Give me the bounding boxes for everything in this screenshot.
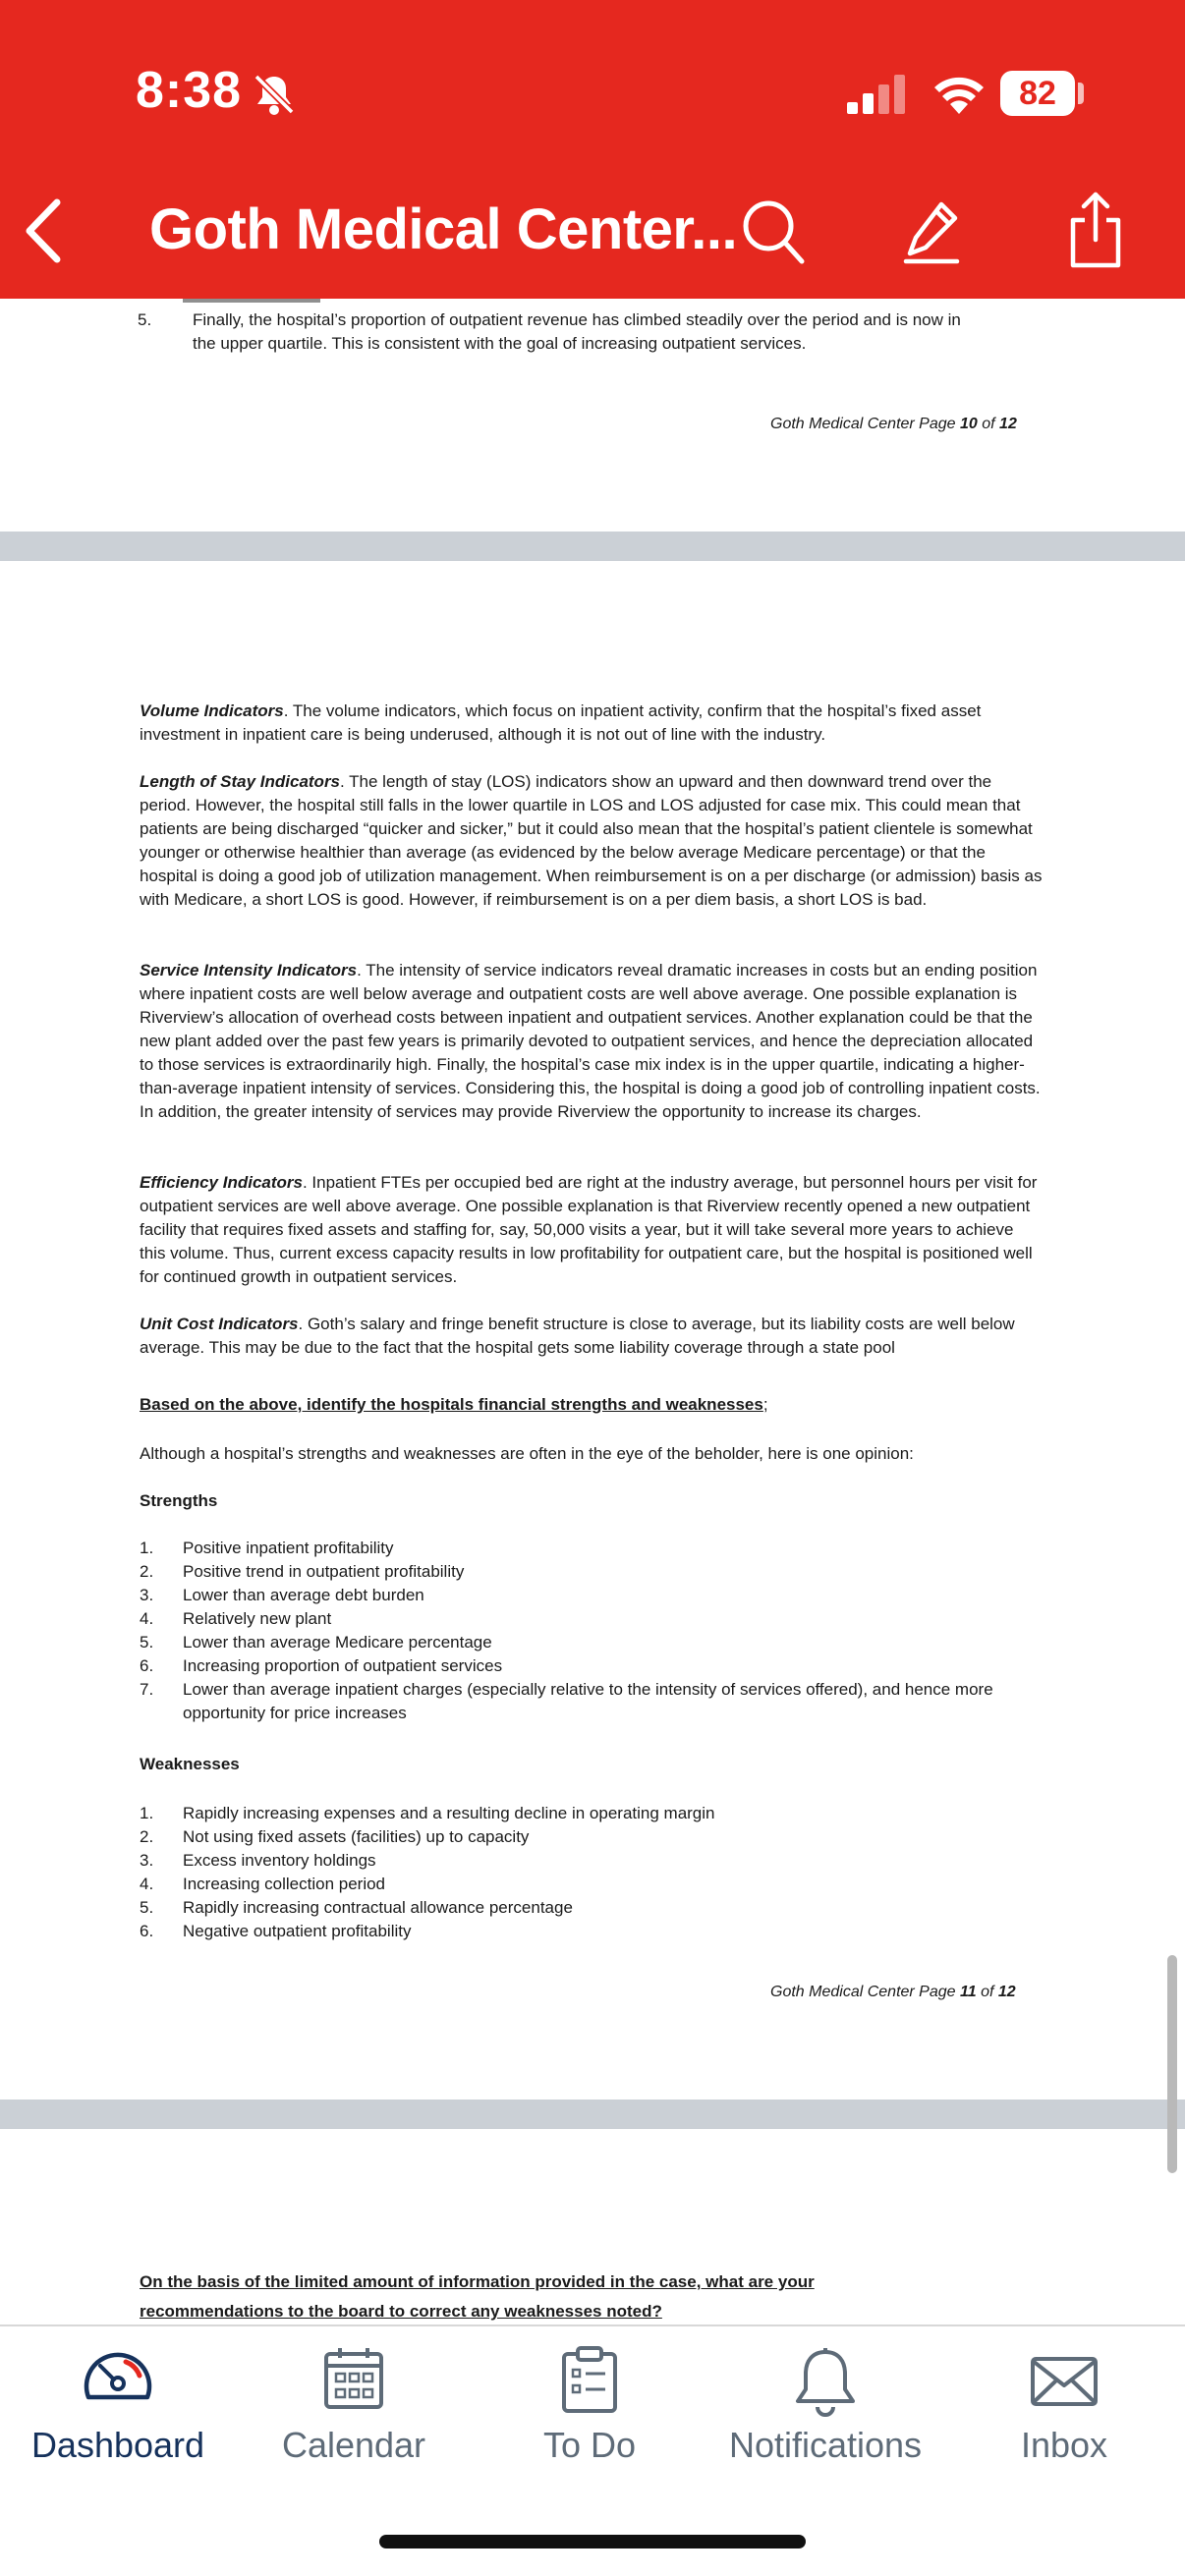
document-viewer[interactable] [0, 299, 1185, 2324]
home-indicator [379, 2535, 806, 2548]
list-item-number: 2. [140, 1827, 154, 1846]
list-item [140, 1920, 1044, 1943]
tab-inbox[interactable]: Inbox [943, 2326, 1185, 2484]
list-item-number: 5. [140, 1898, 154, 1917]
page-separator [0, 2100, 1185, 2129]
dashboard-gauge-icon [81, 2346, 155, 2405]
question-strengths-weaknesses: Based on the above, identify the hospitals financial strengths and weaknesses; [140, 1395, 768, 1414]
calendar-icon [322, 2346, 385, 2411]
list-item-number: 4. [140, 1875, 154, 1893]
list-item-text: Finally, the hospital’s proportion of outpatient revenue has climbed steadily over the period and is now in the upper quartile. This is consistent with the goal of increasing outpatient services. [193, 310, 961, 353]
notifications-bell-icon [794, 2346, 857, 2417]
list-item [140, 1654, 1044, 1678]
app-header [0, 0, 1185, 299]
battery-level: 82 [1000, 71, 1075, 116]
list-item-number: 7. [140, 1680, 154, 1699]
page-footer-11: Goth Medical Center Page 11 of 12 [770, 1984, 1016, 2000]
share-icon[interactable] [1065, 191, 1126, 269]
list-item-number: 6. [140, 1656, 154, 1675]
clipped-text-fragment [183, 299, 320, 303]
list-item-text: Rapidly increasing expenses and a resulting decline in operating margin [183, 1804, 715, 1822]
list-item-text: Increasing collection period [183, 1875, 386, 1893]
list-item-number: 5. [138, 310, 152, 329]
list-item [140, 1896, 1044, 1920]
todo-clipboard-icon [560, 2346, 619, 2415]
opinion-text: Although a hospital’s strengths and weaknesses are often in the eye of the beholder, here is one opinion: [140, 1444, 914, 1463]
question-recommendations: On the basis of the limited amount of information provided in the case, what are your recommendations to the board to correct any weaknesses noted? [140, 2272, 815, 2321]
tab-calendar[interactable]: Calendar [236, 2326, 472, 2484]
list-item-text: Not using fixed assets (facilities) up to capacity [183, 1827, 530, 1846]
list-item-text: Increasing proportion of outpatient services [183, 1656, 503, 1675]
search-icon[interactable] [739, 196, 806, 265]
list-item-number: 5. [140, 1633, 154, 1652]
list-item [140, 1607, 1044, 1631]
list-item [140, 1678, 1044, 1725]
list-item-number: 2. [140, 1562, 154, 1581]
list-item-text: Relatively new plant [183, 1609, 332, 1628]
list-item-number: 3. [140, 1851, 154, 1870]
paragraph-length-of-stay: Length of Stay Indicators. The length of stay (LOS) indicators show an upward and then downward trend over the period. However, the hospital still falls in the lower quartile in LOS and LOS adjusted for case mix. This could mean that patients are being discharged “quicker and sicker,” but it could also mean that the hospital’s patient clientele is somewhat younger or otherwise healthier than average (as evidenced by the below average Medicare percentage) or that the hospital is doing a good job of utilization management. When reimbursement is on a per discharge (or admission) basis as with Medicare, a short LOS is good. However, if reimbursement is on a per diem basis, a short LOS is bad. [140, 772, 1043, 909]
list-item-number: 1. [140, 1804, 154, 1822]
back-chevron-icon[interactable] [20, 196, 69, 265]
strengths-heading: Strengths [140, 1491, 218, 1510]
page-footer-10: Goth Medical Center Page 10 of 12 [770, 416, 1017, 432]
document-title: Goth Medical Center... [149, 197, 738, 261]
battery-tip [1078, 83, 1084, 104]
list-item-text: Rapidly increasing contractual allowance percentage [183, 1898, 573, 1917]
bell-slash-icon [251, 71, 298, 118]
cellular-signal-icon [847, 75, 908, 114]
list-item-text: Lower than average inpatient charges (especially relative to the intensity of services offered), and hence more opportunity for price increases [183, 1680, 993, 1722]
list-item [140, 1873, 1044, 1896]
vertical-scrollbar[interactable] [1167, 1955, 1177, 2173]
paragraph-service-intensity: Service Intensity Indicators. The intensity of service indicators reveal dramatic increases in costs but an ending position where inpatient costs are well below average and outpatient costs are well above average. One possible explanation is Riverview’s allocation of overhead costs between inpatient and outpatient services. Another explanation could be that the new plant added over the past few years is primarily devoted to outpatient services, and hence the depreciation allocated to those services is extraordinarily high. Finally, the hospital’s case mix index is in the upper quartile, indicating a higher-than-average inpatient intensity of services. Considering this, the hospital is doing a good job of controlling inpatient costs. In addition, the greater intensity of services may provide Riverview the opportunity to increase its charges. [140, 961, 1041, 1121]
strengths-list [140, 1537, 1044, 1725]
weaknesses-heading: Weaknesses [140, 1755, 240, 1773]
list-item [140, 1631, 1044, 1654]
list-item-text: Negative outpatient profitability [183, 1922, 412, 1940]
tab-dashboard[interactable]: Dashboard [0, 2326, 236, 2484]
list-item-number: 4. [140, 1609, 154, 1628]
list-item-text: Excess inventory holdings [183, 1851, 376, 1870]
list-item [140, 1825, 1044, 1849]
list-item [140, 1560, 1044, 1584]
list-item [140, 1584, 1044, 1607]
list-item-text: Positive inpatient profitability [183, 1539, 394, 1557]
list-item-text: Positive trend in outpatient profitability [183, 1562, 465, 1581]
list-item-number: 6. [140, 1922, 154, 1940]
paragraph-efficiency: Efficiency Indicators. Inpatient FTEs per occupied bed are right at the industry average, but personnel hours per visit for outpatient services are well above average. One possible explanation is that Riverview recently opened a new outpatient facility that requires fixed assets and staffing for, say, 50,000 visits a year, but it will take several more years to achieve this volume. Thus, current excess capacity results in low profitability for outpatient care, but the hospital is positioned well for continued growth in outpatient services. [140, 1173, 1038, 1286]
paragraph-unit-cost: Unit Cost Indicators. Goth’s salary and fringe benefit structure is close to average, but its liability costs are well below average. This may be due to the fact that the hospital gets some liability coverage through a state pool [140, 1315, 1015, 1357]
weaknesses-list [140, 1802, 1044, 1943]
list-item [140, 1537, 1044, 1560]
tab-todo[interactable]: To Do [472, 2326, 707, 2484]
list-item-text: Lower than average Medicare percentage [183, 1633, 492, 1652]
list-item [140, 1849, 1044, 1873]
list-item-number: 1. [140, 1539, 154, 1557]
list-item-number: 3. [140, 1586, 154, 1604]
list-item [140, 1802, 1044, 1825]
inbox-envelope-icon [1030, 2356, 1099, 2407]
wifi-icon [931, 71, 987, 116]
tab-notifications[interactable]: Notifications [707, 2326, 943, 2484]
annotate-pen-icon[interactable] [902, 198, 961, 265]
page-separator [0, 532, 1185, 561]
paragraph-volume-indicators: Volume Indicators. The volume indicators, which focus on inpatient activity, confirm that the hospital’s fixed asset investment in inpatient care is being underused, although it is not out of line with the industry. [140, 701, 982, 744]
list-item-text: Lower than average debt burden [183, 1586, 424, 1604]
status-time: 8:38 [136, 62, 243, 119]
